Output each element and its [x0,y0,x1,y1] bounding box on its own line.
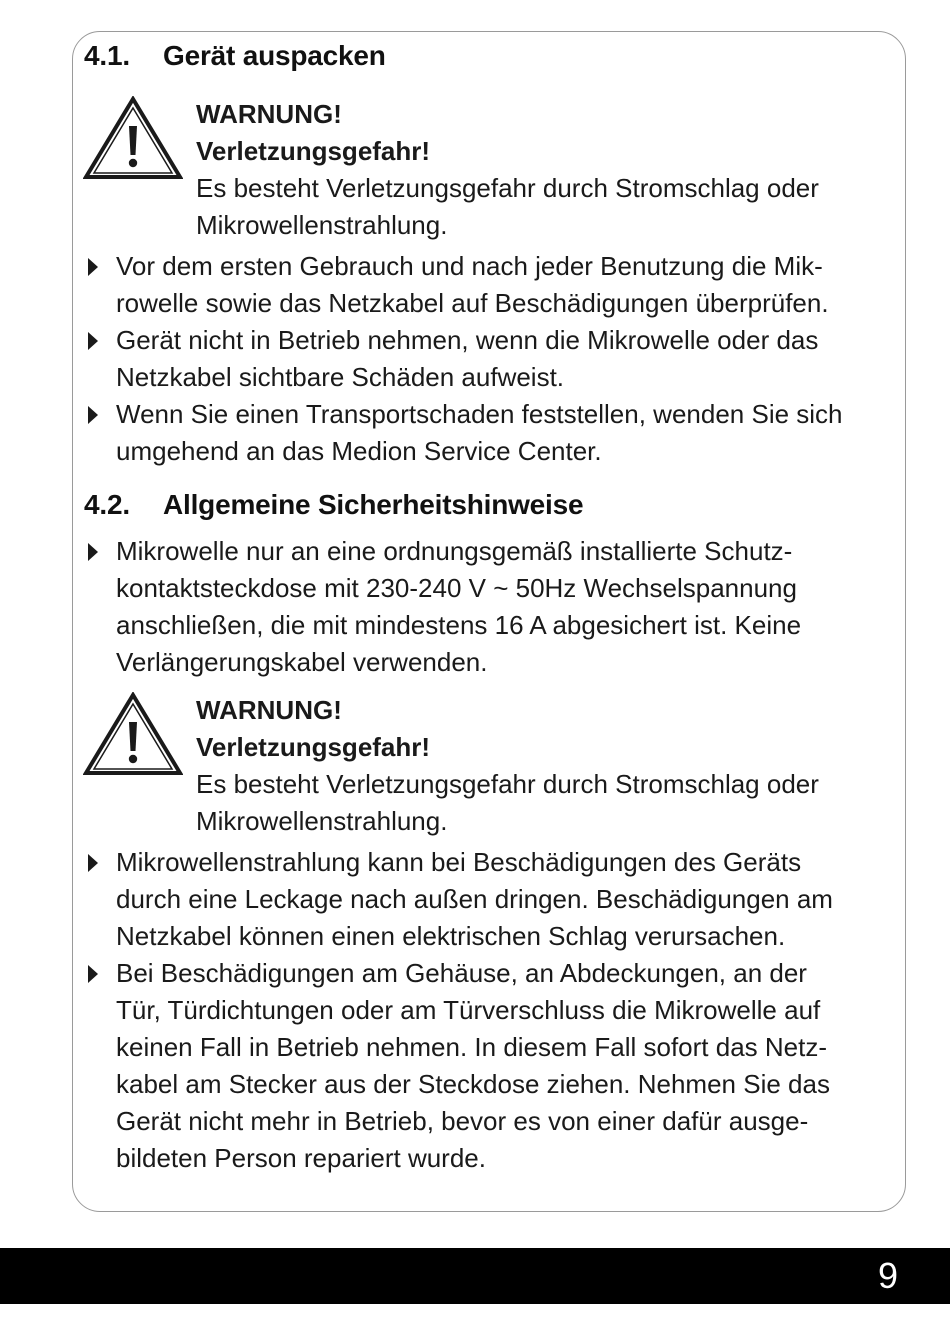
bullet-list-4-2-b [84,844,896,1177]
list-item-line: kontaktsteckdose mit 230-240 V ~ 50Hz Wechselspannung [116,573,797,603]
list-item [84,844,896,955]
list-item-line: Gerät nicht mehr in Betrieb, bevor es von einer dafür ausge- [116,1106,809,1136]
warning-triangle-icon [83,96,183,180]
list-item-line: durch eine Leckage nach außen dringen. Beschädigungen am [116,884,833,914]
warning-subtitle: Verletzungsgefahr! [196,136,431,166]
list-item-line: Bei Beschädigungen am Gehäuse, an Abdeckungen, an der [116,958,807,988]
warning-line: Mikrowellenstrahlung. [196,806,448,836]
warning-line: Es besteht Verletzungsgefahr durch Stromschlag oder [196,173,819,203]
warning-text [196,692,819,840]
list-item [84,322,896,396]
list-item-line: kabel am Stecker aus der Steckdose ziehen. Nehmen Sie das [116,1069,830,1099]
warning-subtitle: Verletzungsgefahr! [196,732,431,762]
triangle-right-icon [88,332,98,350]
warning-triangle-icon [83,692,183,776]
list-item [84,248,896,322]
list-item-line: keinen Fall in Betrieb nehmen. In diesem Fall sofort das Netz- [116,1032,828,1062]
list-item-line: rowelle sowie das Netzkabel auf Beschädigungen überprüfen. [116,288,829,318]
list-item-line: Tür, Türdichtungen oder am Türverschluss die Mikrowelle auf [116,995,821,1025]
list-item-line: Mikrowellenstrahlung kann bei Beschädigungen des Geräts [116,847,802,877]
triangle-right-icon [88,406,98,424]
bullet-list-4-1 [84,248,896,470]
section-title: Gerät auspacken [163,40,386,71]
list-item [84,396,896,470]
list-item [84,533,896,681]
list-item-line: bildeten Person repariert wurde. [116,1143,486,1173]
list-item-line: anschließen, die mit mindestens 16 A abgesichert ist. Keine [116,610,802,640]
warning-text [196,96,819,244]
warning-line: Mikrowellenstrahlung. [196,210,448,240]
list-item-line: umgehend an das Medion Service Center. [116,436,602,466]
list-item-line: Netzkabel können einen elektrischen Schlag verursachen. [116,921,786,951]
section-number: 4.1. [84,40,130,71]
triangle-right-icon [88,543,98,561]
list-item-line: Wenn Sie einen Transportschaden feststellen, wenden Sie sich [116,399,843,429]
section-number: 4.2. [84,489,130,520]
section-heading-4-2 [84,485,583,525]
warning-line: Es besteht Verletzungsgefahr durch Stromschlag oder [196,769,819,799]
list-item-line: Vor dem ersten Gebrauch und nach jeder Benutzung die Mik- [116,251,823,281]
warning-label: WARNUNG! [196,99,342,129]
bullet-list-4-2-a [84,533,896,681]
triangle-right-icon [88,854,98,872]
section-title: Allgemeine Sicherheitshinweise [163,489,584,520]
list-item-line: Verlängerungskabel verwenden. [116,647,488,677]
triangle-right-icon [88,965,98,983]
list-item [84,955,896,1177]
section-heading-4-1 [84,36,386,76]
footer-bar [0,1248,950,1304]
triangle-right-icon [88,258,98,276]
list-item-line: Gerät nicht in Betrieb nehmen, wenn die Mikrowelle oder das [116,325,819,355]
list-item-line: Mikrowelle nur an eine ordnungsgemäß installierte Schutz- [116,536,793,566]
list-item-line: Netzkabel sichtbare Schäden aufweist. [116,362,565,392]
warning-label: WARNUNG! [196,695,342,725]
page-number: 9 [877,1255,898,1296]
